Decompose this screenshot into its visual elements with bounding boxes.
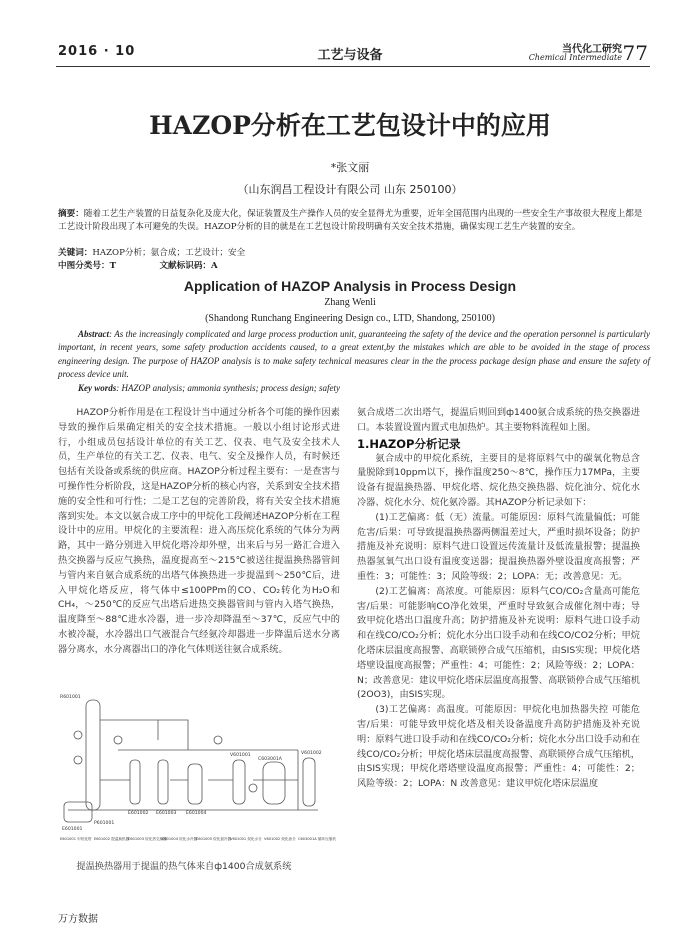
classification — [58, 260, 650, 273]
legend-item: V601001 烷化水分 — [230, 837, 262, 841]
keywords-label: 关键词： — [58, 248, 93, 258]
keywords-text: HAZOP分析；氨合成；工艺设计；安全 — [92, 248, 246, 258]
label-e601003: E601003 — [156, 811, 177, 816]
abstract-label: 摘要： — [58, 209, 84, 219]
paper-title: HAZOP分析在工艺包设计中的应用 — [149, 111, 551, 140]
footer-watermark: 万方数据 — [58, 914, 98, 925]
legend-item: E601003 烷化热交换器 — [128, 837, 167, 841]
label-e601002: E601002 — [128, 811, 149, 816]
label-v601002: V601002 — [301, 751, 322, 756]
english-abstract — [58, 328, 650, 382]
english-abstract-label: Abstract — [78, 329, 110, 339]
body-paragraph: 氨合成塔二次出塔气，提温后则回到ф1400氨合成系统的热交换器进口。本装置设置内置式电加热炉。其主要物料流程如上图。 — [357, 407, 640, 433]
english-title: Application of HAZOP Analysis in Process Design — [183, 278, 517, 294]
journal-name-cn: 当代化工研究 — [562, 44, 622, 55]
author: *张文丽 — [330, 161, 370, 174]
left-column — [58, 406, 340, 658]
english-keywords-text: : HAZOP analysis; ammonia synthesis; process design; safety — [116, 383, 340, 393]
body-paragraph: 氨合成中的甲烷化系统，主要目的是将原料气中的碳氧化物总含量脱除到10ppm以下，操作温度250～8℃，操作压力17MPa，主要设备有提温换热器、甲烷化塔、烷化热交换热器、烷化油分、烷化水冷器、烷化水分、烷化氨冷器。其HAZOP分析记录如下： — [357, 452, 640, 508]
label-e601001: E601001 — [62, 827, 83, 832]
english-keywords-label: Key words — [78, 383, 117, 393]
label-r601001: R601001 — [60, 695, 81, 700]
body-paragraph: (2)工艺偏离：高浓度。可能原因：原料气CO/CO₂含量高可能危害/后果：可能影响CO净化效果，严重时导致氨合成催化剂中毒；导致甲烷化塔出口温度升高；防护措施及补充说明：原料气进口设手动和在线CO/CO₂分析；烷化水分出口设手动和在线CO/CO2分析；甲烷化塔床层温度高报警、高联锁停合成气压缩机，由SIS实现；甲烷化塔塔壁设温度高报警；严重性：4；可能性：2；风险等级：2；LOPA：N；改善意见：建议甲烷化塔床层温度高报警、高联锁停合成气压缩机(2OO3)，由SIS实现。 — [357, 585, 640, 701]
label-p601001: P601001 — [94, 821, 115, 826]
legend-item: E601004 烷化水冷器 — [162, 837, 198, 841]
legend-item: V601002 烷化油分 — [264, 837, 296, 841]
header-issue: 2016 · 10 — [58, 44, 136, 59]
section-heading: 1.HAZOP分析记录 — [357, 436, 461, 451]
cls-label: 中图分类号： — [58, 261, 110, 271]
label-e601004: E601004 — [186, 811, 207, 816]
body-paragraph: (3)工艺偏离：高温度。可能原因：甲烷化电加热器失控 可能危害/后果：可能导致甲烷化塔及相关设备温度升高防护措施及补充说明：原料气进口设手动和在线CO/CO₂分析；烷化水分出口设手动和在线CO/CO₂分析；甲烷化塔床层温度高报警、高联锁停合成气压缩机，由SIS实现；甲烷化塔塔壁设温度高报警；严重性：4；可能性：2；风险等级：2；LOPA：N 改善意见：建议甲烷化塔床层温度 — [357, 704, 640, 790]
header-rule — [56, 66, 650, 67]
label-c603001a: C603001A — [258, 757, 282, 762]
english-author: Zhang Wenli — [324, 297, 376, 308]
abstract-cn — [58, 208, 650, 234]
label-v601001: V601001 — [230, 753, 251, 758]
right-column — [357, 406, 640, 792]
body-paragraph: (1)工艺偏离：低（无）流量。可能原因：原料气流量偏低；可能危害/后果：可导致提温换热器两侧温差过大，严重时损坏设备；防护措施及补充说明：原料气进口设置远传流量计及低流量报警；提温换热器氢氧气出口设有温度变送器；提温换热器外壁设温度高报警；严重性：3；可能性：3；风险等级：2；LOPA：无；改善意见：无。 — [357, 511, 640, 582]
body-paragraph: HAZOP分析作用是在工程设计当中通过分析各个可能的操作因素导致的操作后果确定相关的安全技术措施。一般以小组讨论形式进行，小组成员包括设计单位的有关工艺、仪表、电气及安全技术人员，生产单位的有关工艺、仪表、电气、安全及操作人员，有时候还包括有关设备或系统的供应商。HAZOP分析过程主要有：一是查害与可操作性分析阶段，这是HAZOP分析的核心内容，关系到安全技术措施的安全性和可行性；二是工艺包的完善阶段，将有关安全技术措施落到实处。本文以氨合成工序中的甲烷化工段阐述HAZOP分析在工程设计中的应用。甲烷化的主要流程：进入高压烷化系统的气体分为两路，其中一路分别进入甲烷化塔冷却外壁，出来后与另一路汇合进入热交换器与反应气换热，温度提高至～215℃被送往提温换热器管间与管内来自氨合成系统的出塔气体换热进一步提温到～250℃后，进入甲烷化塔反应，将气体中≤100PPm的CO、CO₂转化为H₂O和CH₄，～250℃的反应气出塔后进热交换器管间与管内入塔气换热，温度降至～88℃进水冷器，进一步冷却降温至～37℃，反应气中的水被冷凝，水冷器出口气液混合气经氨冷却器进一步降温后送水分离器分离水，水分离器出口的净化气体则送往氨合成系统。 — [58, 407, 340, 655]
affiliation: （山东润昌工程设计有限公司 山东 250100） — [237, 183, 463, 196]
page-number: 77 — [622, 41, 648, 65]
cls-value: T — [109, 261, 116, 271]
english-affiliation: (Shandong Runchang Engineering Design co., LTD, Shandong, 250100) — [205, 313, 495, 324]
header-section: 工艺与设备 — [317, 48, 383, 63]
abstract-text: 随着工艺生产装置的日益复杂化及庞大化，保证装置及生产操作人员的安全显得尤为重要，近年全国范围内出现的一些安全生产事故很大程度上都是工艺设计阶段出现了本可避免的失误。HAZOP分析的目的就是在工艺包设计阶段明确有关安全技术措施，确保实现工艺生产装置的安全。 — [58, 209, 643, 232]
legend-item: E601005 烷化氨冷器 — [196, 837, 232, 841]
legend-item: E601001 甲烷化塔 — [60, 837, 92, 841]
doc-code-label: 文献标识码： — [159, 261, 212, 271]
process-flow-diagram — [58, 690, 340, 846]
figure-caption-text: 提温换热器用于提温的热气体来自ф1400合成氨系统 — [76, 861, 292, 872]
legend-item: C603001A 循环压缩机 — [298, 837, 336, 841]
journal-name-en: Chemical Intermediate — [528, 53, 622, 62]
english-abstract-text: : As the increasingly complicated and large process production unit, guaranteeing the safety of the device and the operation personnel is particularly important, in recent years, some safety production accidents caused, to a great extent,by the mistakes which are able to be avoided in the stage of process engineering design. The purpose of HAZOP analysis is to make safety technical measures clear in the the process package design phase and ensure the safety of process device unit. — [58, 329, 650, 380]
doc-code-value: A — [211, 261, 218, 271]
english-keywords — [78, 383, 650, 393]
keywords-cn — [58, 247, 650, 260]
legend-item: E601002 提温换热器 — [94, 837, 130, 841]
